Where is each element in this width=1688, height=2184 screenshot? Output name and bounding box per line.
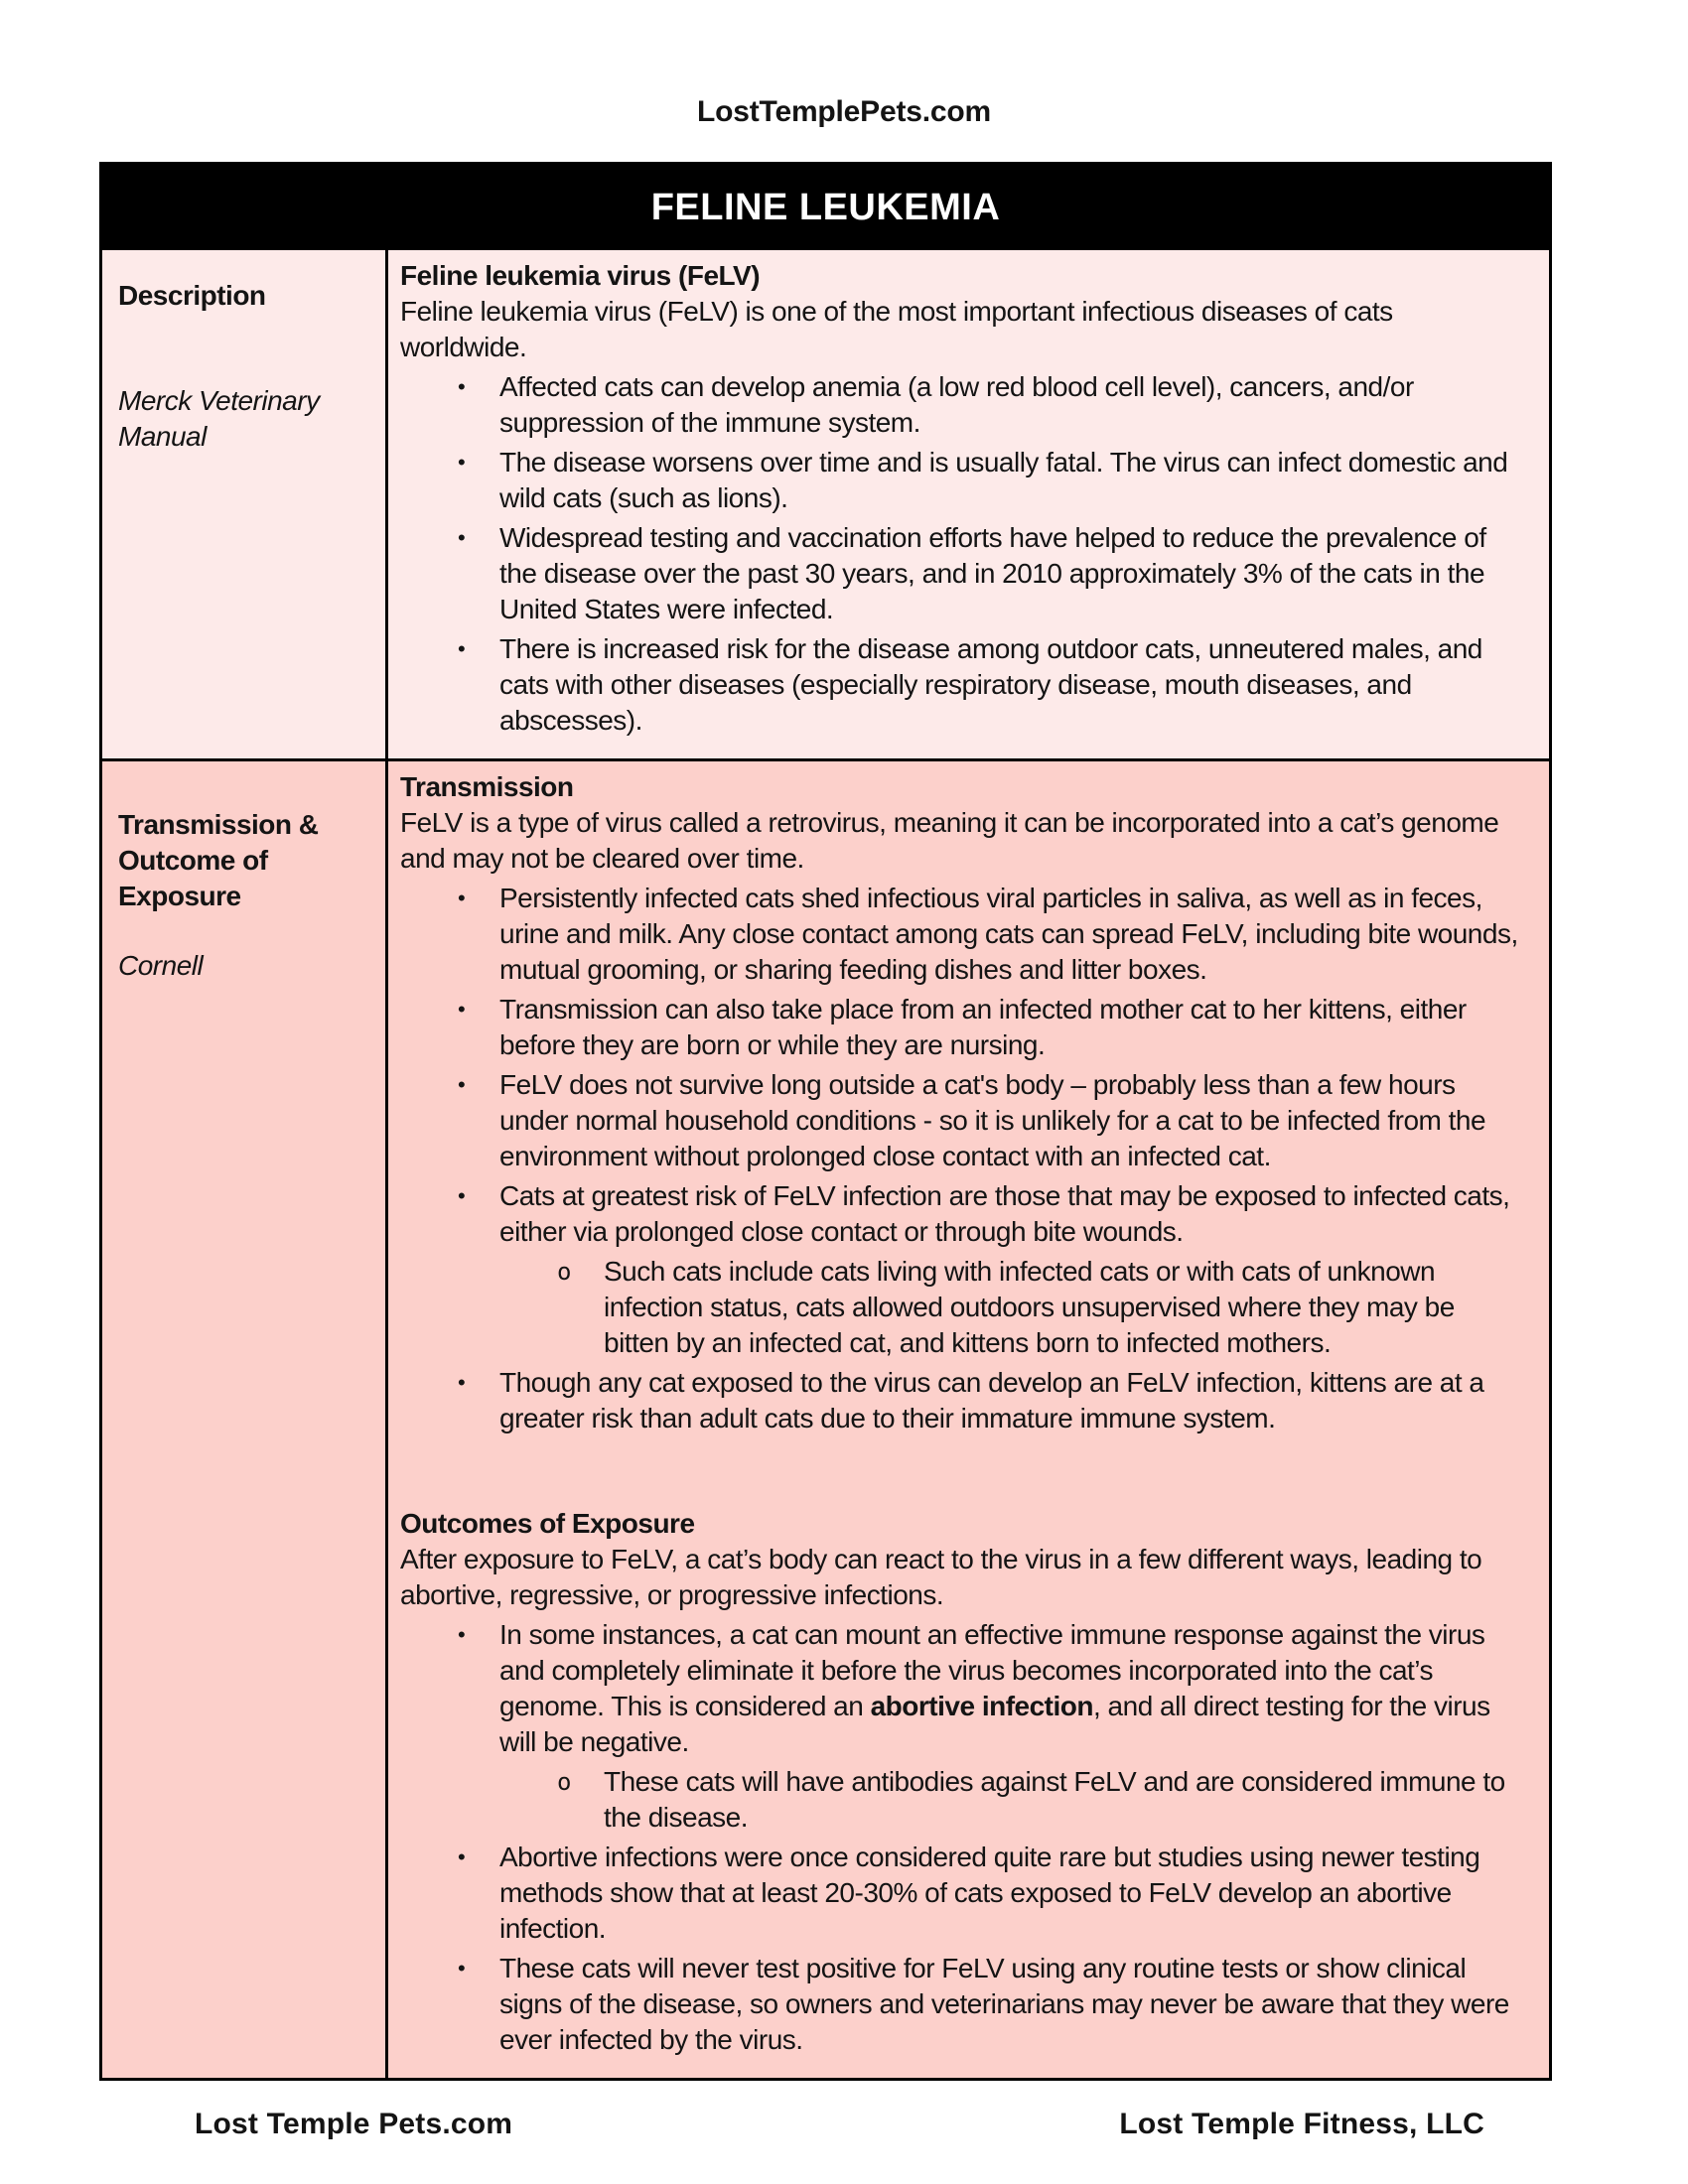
list-item <box>400 1067 1519 1174</box>
transmission-intro: FeLV is a type of virus called a retrovirus, meaning it can be incorporated into a cat’s genome and may not be cleared over time. <box>400 807 1499 874</box>
list-item-text-before: In some instances, a cat can mount an effective immune response against the virus and completely eliminate it before the virus becomes incorporated into the cat’s genome. This is considered an <box>499 1619 1485 1721</box>
transmission-row <box>102 758 1549 2078</box>
row-label-description: Description <box>118 280 266 311</box>
list-item <box>400 1178 1519 1250</box>
list-item <box>400 881 1519 988</box>
circle-bullet-icon: o <box>557 1258 571 1286</box>
bullet-icon: • <box>458 374 466 399</box>
transmission-content-cell <box>388 761 1549 2078</box>
sub-list-item <box>400 1254 1519 1361</box>
bullet-icon: • <box>458 450 466 475</box>
description-content-cell <box>388 250 1549 758</box>
felv-intro: Feline leukemia virus (FeLV) is one of the most important infectious diseases of cats worldwide. <box>400 296 1393 362</box>
bullet-icon: • <box>458 1622 466 1647</box>
list-item-text: Transmission can also take place from an infected mother cat to her kittens, either before they are born or while they are nursing. <box>499 994 1467 1060</box>
bullet-icon: • <box>458 1183 466 1208</box>
table-title-banner <box>102 165 1549 250</box>
row-source-merck: Merck Veterinary Manual <box>118 385 320 452</box>
list-item-text: Widespread testing and vaccination efforts have helped to reduce the prevalence of the disease over the past 30 years, and in 2010 approximately 3% of the cats in the United States were infected. <box>499 522 1486 624</box>
bullet-icon: • <box>458 886 466 910</box>
list-item <box>400 1617 1519 1760</box>
circle-bullet-icon: o <box>557 1768 571 1796</box>
sub-list-item-text: These cats will have antibodies against FeLV and are considered immune to the disease. <box>604 1766 1505 1833</box>
list-item-text-after: , and all direct testing for the virus will be negative. <box>499 1691 1490 1757</box>
abortive-infection-bold-term: abortive infection <box>870 1691 1093 1721</box>
list-item-text: Though any cat exposed to the virus can develop an FeLV infection, kittens are at a greater risk than adult cats due to their immature immune system. <box>499 1367 1484 1433</box>
row-label-transmission: Transmission & Outcome of Exposure <box>118 809 319 911</box>
list-item-text: Abortive infections were once considered quite rare but studies using newer testing methods show that at least 20-30% of cats exposed to FeLV develop an abortive infection. <box>499 1842 1480 1944</box>
list-item <box>400 520 1519 627</box>
section-spacer <box>400 1436 1519 1506</box>
list-item <box>400 992 1519 1063</box>
list-item <box>400 1365 1519 1436</box>
list-item-text: Cats at greatest risk of FeLV infection are those that may be exposed to infected cats, either via prolonged close contact or through bite wounds. <box>499 1180 1510 1247</box>
description-label-cell <box>102 250 388 758</box>
bullet-icon: • <box>458 997 466 1022</box>
transmission-heading: Transmission <box>400 771 574 802</box>
sub-list-item-text: Such cats include cats living with infected cats or with cats of unknown infection status, cats allowed outdoors unsupervised where they may be bitten by an infected cat, and kittens born to infected mothers. <box>604 1256 1455 1358</box>
bullet-icon: • <box>458 636 466 661</box>
bullet-icon: • <box>458 525 466 550</box>
table-title: FELINE LEUKEMIA <box>650 187 1001 228</box>
list-item-text: The disease worsens over time and is usually fatal. The virus can infect domestic and wild cats (such as lions). <box>499 447 1508 513</box>
sub-list-item <box>400 1764 1519 1836</box>
bullet-icon: • <box>458 1844 466 1869</box>
list-item <box>400 1951 1519 2058</box>
description-row <box>102 250 1549 758</box>
page-footer <box>0 2081 1688 2142</box>
outcomes-intro: After exposure to FeLV, a cat’s body can react to the virus in a few different ways, leading to abortive, regressive, or progressive infections. <box>400 1544 1482 1610</box>
list-item-text: Persistently infected cats shed infectious viral particles in saliva, as well as in feces, urine and milk. Any close contact among cats can spread FeLV, including bite wounds, mutual grooming, or sharing feeding dishes and litter boxes. <box>499 883 1518 985</box>
outcomes-heading: Outcomes of Exposure <box>400 1508 695 1539</box>
row-source-cornell: Cornell <box>118 950 204 981</box>
footer-right-brand: Lost Temple Fitness, LLC <box>1119 2108 1484 2140</box>
list-item <box>400 369 1519 441</box>
bullet-icon: • <box>458 1072 466 1097</box>
feline-leukemia-table <box>99 162 1552 2081</box>
bullet-icon: • <box>458 1370 466 1395</box>
list-item-text: FeLV does not survive long outside a cat's body – probably less than a few hours under normal household conditions - so it is unlikely for a cat to be infected from the environment without prolonged close contact with an infected cat. <box>499 1069 1486 1171</box>
bullet-icon: • <box>458 1956 466 1980</box>
transmission-label-cell <box>102 761 388 2078</box>
felv-heading: Feline leukemia virus (FeLV) <box>400 260 761 291</box>
list-item <box>400 1840 1519 1947</box>
footer-left-brand: Lost Temple Pets.com <box>195 2108 513 2140</box>
list-item-text <box>499 1619 1490 1757</box>
list-item-text: There is increased risk for the disease among outdoor cats, unneutered males, and cats with other diseases (especially respiratory disease, mouth diseases, and abscesses). <box>499 633 1482 736</box>
list-item <box>400 445 1519 516</box>
site-header: LostTemplePets.com <box>697 95 991 128</box>
list-item <box>400 631 1519 739</box>
list-item-text: These cats will never test positive for FeLV using any routine tests or show clinical signs of the disease, so owners and veterinarians may never be aware that they were ever infected by the virus. <box>499 1953 1509 2055</box>
list-item-text: Affected cats can develop anemia (a low red blood cell level), cancers, and/or suppression of the immune system. <box>499 371 1414 438</box>
